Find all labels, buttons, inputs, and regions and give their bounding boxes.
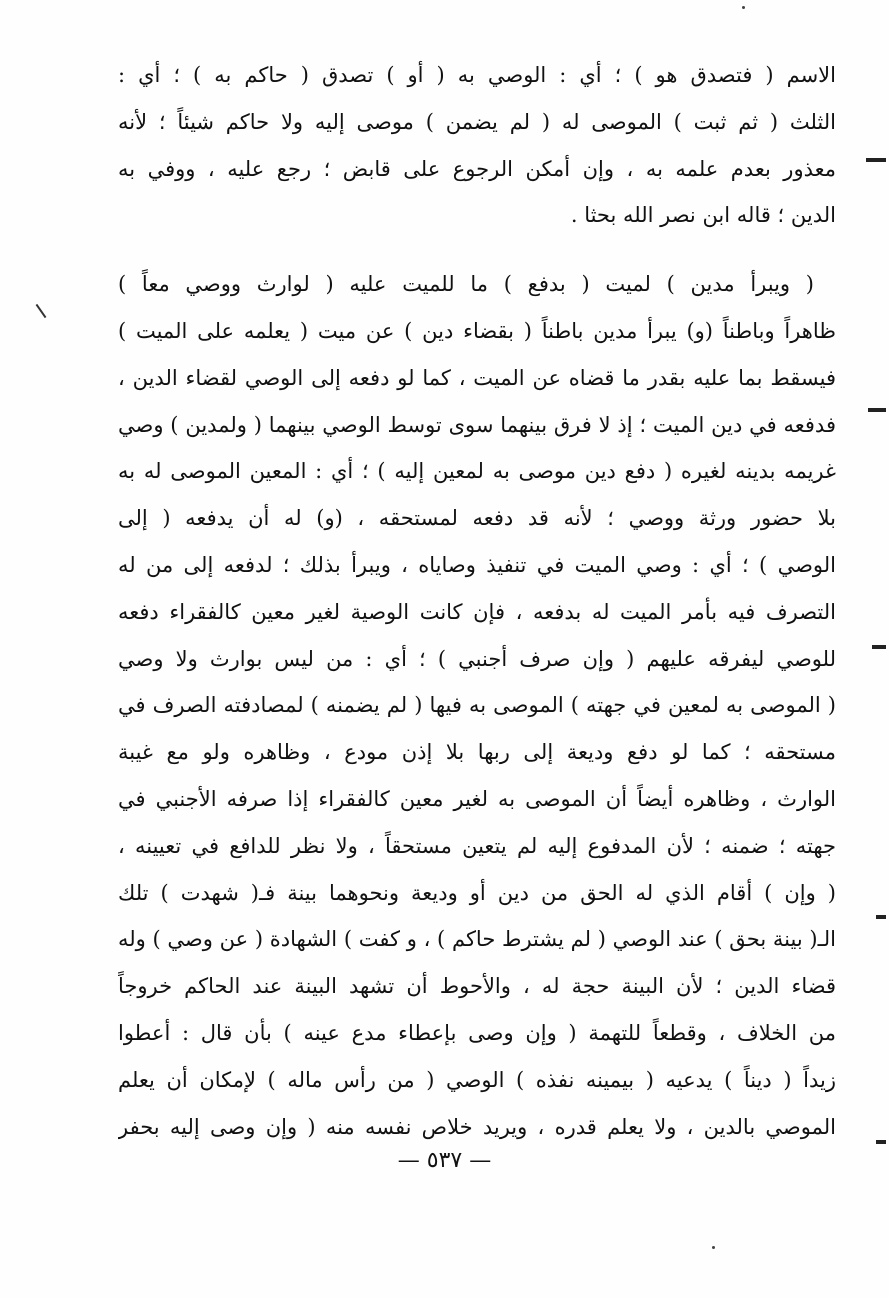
text-line: للوصي ليفرقه عليهم ( وإن صرف أجنبي ) ؛ أي : من ليس بوارث ولا وصي [118, 646, 836, 671]
paragraph-2 [118, 261, 836, 1150]
text-line: ( ويبرأ مدين ) لميت ( بدفع ) ما للميت عليه ( لوارث ووصي معاً ) [118, 272, 814, 297]
text-line: معذور بعدم علمه به ، وإن أمكن الرجوع على قابض ؛ رجع عليه ، ووفي به [118, 156, 836, 181]
text-line: فدفعه في دين الميت ؛ إذ لا فرق بينهما سوى توسط الوصي بينهما ( ولمدين ) وصي [118, 412, 836, 437]
text-line: جهته ؛ ضمنه ؛ لأن المدفوع إليه لم يتعين مستحقاً ، ولا نظر للدافع في تعيينه ، [118, 833, 836, 858]
text-line: ظاهراً وباطناً (و) يبرأ مدين باطناً ( بقضاء دين ) عن ميت ( يعلمه على الميت ) [118, 318, 836, 343]
text-line: غريمه بدينه لغيره ( دفع دين موصى به لمعين إليه ) ؛ أي : المعين الموصى له به [118, 459, 836, 484]
paragraph-1 [118, 52, 836, 239]
scan-speck [712, 1246, 715, 1249]
scan-edge-mark [876, 1140, 886, 1144]
text-line: الثلث ( ثم ثبت ) الموصى له ( لم يضمن ) موصى إليه ولا حاكم شيئاً ؛ لأنه [118, 109, 836, 134]
text-line: الـ( بينة بحق ) عند الوصي ( لم يشترط حاكم ) ، و كفت ) الشهادة ( عن وصي ) وله [118, 927, 836, 952]
page-number: — ٥٣٧ — [397, 1148, 492, 1173]
text-line: التصرف فيه بأمر الميت له بدفعه ، فإن كانت الوصية لغير معين كالفقراء دفعه [118, 599, 836, 624]
text-line: الدين ؛ قاله ابن نصر الله بحثا . [570, 203, 836, 228]
text-line: زيداً ( ديناً ) يدعيه ( بيمينه نفذه ) الوصي ( من رأس ماله ) لإمكان أن يعلم [118, 1067, 836, 1092]
text-line: بلا حضور ورثة ووصي ؛ لأنه قد دفعه لمستحقه ، (و) له أن يدفعه ( إلى [118, 506, 836, 531]
paragraph-gap [118, 239, 836, 261]
stray-pen-mark [36, 304, 47, 318]
scan-edge-mark [866, 158, 886, 162]
body-text [118, 52, 836, 1150]
text-line: ( وإن ) أقام الذي له الحق من دين أو وديعة ونحوهما بينة فـ( شهدت ) تلك [118, 880, 836, 905]
text-line: من الخلاف ، وقطعاً للتهمة ( وإن وصى بإعطاء مدع عينه ) بأن قال : أعطوا [118, 1020, 836, 1045]
text-line: مستحقه ؛ كما لو دفع وديعة إلى ربها بلا إذن مودع ، وظاهره ولو مع غيبة [118, 740, 836, 765]
text-line: الموصي بالدين ، ولا يعلم قدره ، ويريد خلاص نفسه منه ( وإن وصى إليه بحفر [118, 1114, 836, 1139]
scan-speck [742, 6, 745, 9]
text-line: الوارث ، وظاهره أيضاً أن الموصى به لغير معين كالفقراء إذا صرفه الأجنبي في [118, 786, 836, 811]
scan-edge-mark [872, 645, 886, 649]
text-line: ( الموصى به لمعين في جهته ) الموصى به فيها ( لم يضمنه ) لمصادفته الصرف في [118, 693, 836, 718]
text-line: فيسقط بما عليه بقدر ما قضاه عن الميت ، كما لو دفعه إلى الوصي لقضاء الدين ، [118, 365, 836, 390]
scan-edge-mark [876, 915, 886, 919]
scan-edge-mark [868, 408, 886, 412]
text-line: قضاء الدين ؛ لأن البينة حجة له ، والأحوط أن تشهد البينة عند الحاكم خروجاً [118, 974, 836, 999]
text-line: الوصي ) ؛ أي : وصي الميت في تنفيذ وصاياه ، ويبرأ بذلك ؛ لدفعه إلى من له [118, 552, 836, 577]
text-line: الاسم ( فتصدق هو ) ؛ أي : الوصي به ( أو ) تصدق ( حاكم به ) ؛ أي : [118, 63, 836, 87]
